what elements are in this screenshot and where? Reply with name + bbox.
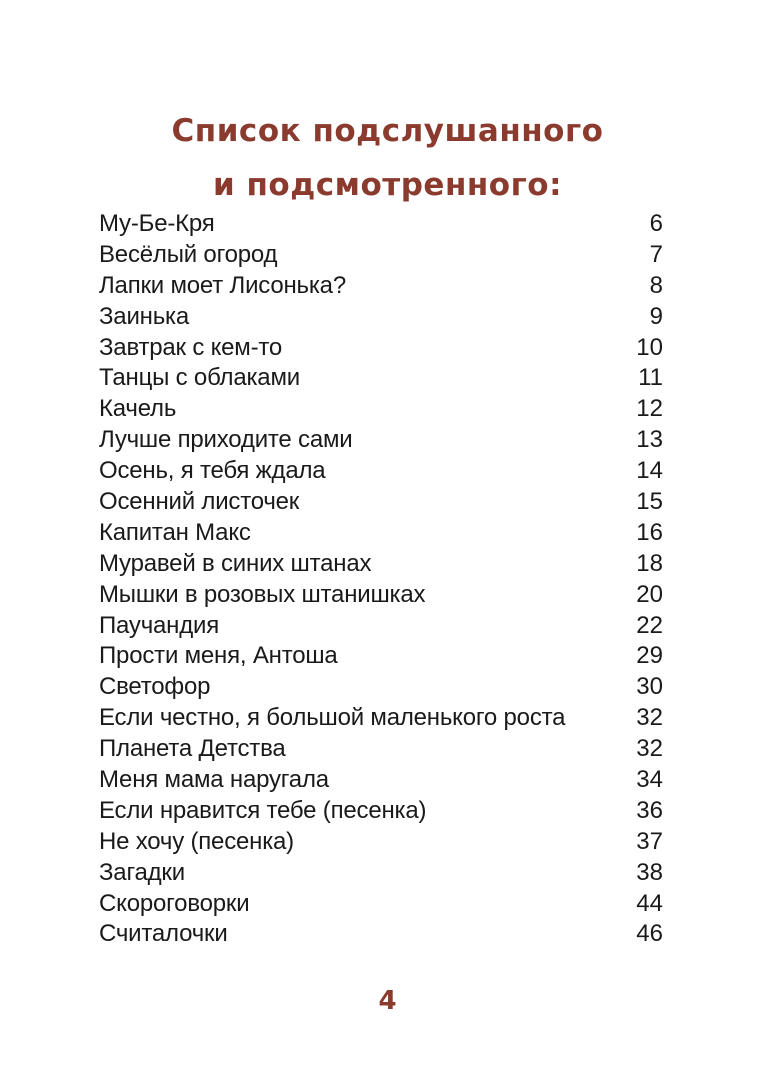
toc-entry-title: Загадки [99, 858, 185, 886]
toc-entry-title: Не хочу (песенка) [99, 827, 294, 855]
toc-entry-title: Качель [99, 395, 177, 423]
toc-entry [99, 488, 663, 519]
toc-entry-page: 16 [636, 518, 663, 546]
page-title [0, 104, 775, 212]
toc-entry-page: 34 [636, 766, 663, 794]
toc-entry-page: 7 [649, 240, 663, 268]
toc-entry [99, 735, 663, 766]
toc-entry [99, 519, 663, 550]
toc-entry-page: 13 [636, 426, 663, 454]
toc-entry-page: 36 [636, 796, 663, 824]
toc-entry-title: Лучше приходите сами [99, 426, 353, 454]
toc-entry-page: 38 [636, 858, 663, 886]
toc-entry-title: Если честно, я большой маленького роста [99, 704, 566, 732]
toc-entry-page: 32 [636, 735, 663, 763]
toc-entry [99, 704, 663, 735]
toc-entry-page: 18 [636, 549, 663, 577]
toc-entry [99, 210, 663, 241]
toc-entry-title: Меня мама наругала [99, 766, 329, 794]
toc-entry-page: 8 [649, 271, 663, 299]
title-line-1: Список подслушанного [171, 113, 604, 149]
toc-entry-title: Осенний листочек [99, 488, 300, 516]
toc-entry-title: Му-Бе-Кря [99, 210, 215, 237]
toc-entry-title: Осень, я тебя ждала [99, 457, 326, 485]
title-line-2: и подсмотренного: [213, 167, 562, 203]
toc-entry-title: Считалочки [99, 920, 228, 948]
toc-entry-title: Скороговорки [99, 889, 250, 917]
toc-entry-title: Капитан Макс [99, 518, 251, 546]
toc-entry [99, 550, 663, 581]
toc-entry [99, 612, 663, 643]
toc-entry [99, 241, 663, 272]
toc-entry-page: 15 [636, 488, 663, 516]
toc-entry-page: 46 [636, 920, 663, 948]
toc-entry [99, 272, 663, 303]
toc-entry-page: 14 [636, 457, 663, 485]
toc-entry-page: 30 [636, 673, 663, 701]
toc-entry [99, 334, 663, 365]
toc-entry-title: Планета Детства [99, 735, 286, 763]
toc-entry-title: Паучандия [99, 611, 220, 639]
toc-entry-page: 20 [636, 580, 663, 608]
toc-entry-title: Если нравится тебе (песенка) [99, 796, 427, 824]
toc-entry [99, 890, 663, 921]
toc-entry [99, 457, 663, 488]
toc-entry [99, 303, 663, 334]
toc-entry-page: 12 [636, 395, 663, 423]
toc-entry [99, 395, 663, 426]
toc-entry-page: 10 [636, 333, 663, 361]
table-of-contents [99, 210, 663, 951]
toc-entry-title: Танцы с облаками [99, 364, 300, 392]
toc-entry [99, 673, 663, 704]
toc-entry [99, 828, 663, 859]
toc-entry-title: Весёлый огород [99, 240, 278, 268]
toc-entry-title: Лапки моет Лисонька? [99, 271, 346, 299]
toc-entry-page: 11 [638, 364, 663, 392]
toc-entry-page: 29 [636, 642, 663, 670]
toc-entry-title: Светофор [99, 673, 211, 701]
toc-entry [99, 920, 663, 951]
page-number: 4 [378, 986, 397, 1016]
toc-entry-page: 9 [649, 302, 663, 330]
toc-entry-title: Завтрак с кем-то [99, 333, 283, 361]
toc-entry-title: Прости меня, Антоша [99, 642, 338, 670]
toc-entry-page: 6 [649, 210, 663, 237]
toc-entry [99, 797, 663, 828]
toc-entry [99, 426, 663, 457]
toc-entry-page: 22 [636, 611, 663, 639]
toc-entry-title: Мышки в розовых штанишках [99, 580, 426, 608]
toc-entry-title: Муравей в синих штанах [99, 549, 372, 577]
toc-entry-page: 32 [636, 704, 663, 732]
toc-entry-title: Заинька [99, 302, 189, 330]
toc-entry [99, 642, 663, 673]
toc-entry-page: 37 [636, 827, 663, 855]
toc-entry-page: 44 [636, 889, 663, 917]
toc-entry [99, 766, 663, 797]
toc-entry [99, 859, 663, 890]
toc-entry [99, 581, 663, 612]
toc-entry [99, 364, 663, 395]
